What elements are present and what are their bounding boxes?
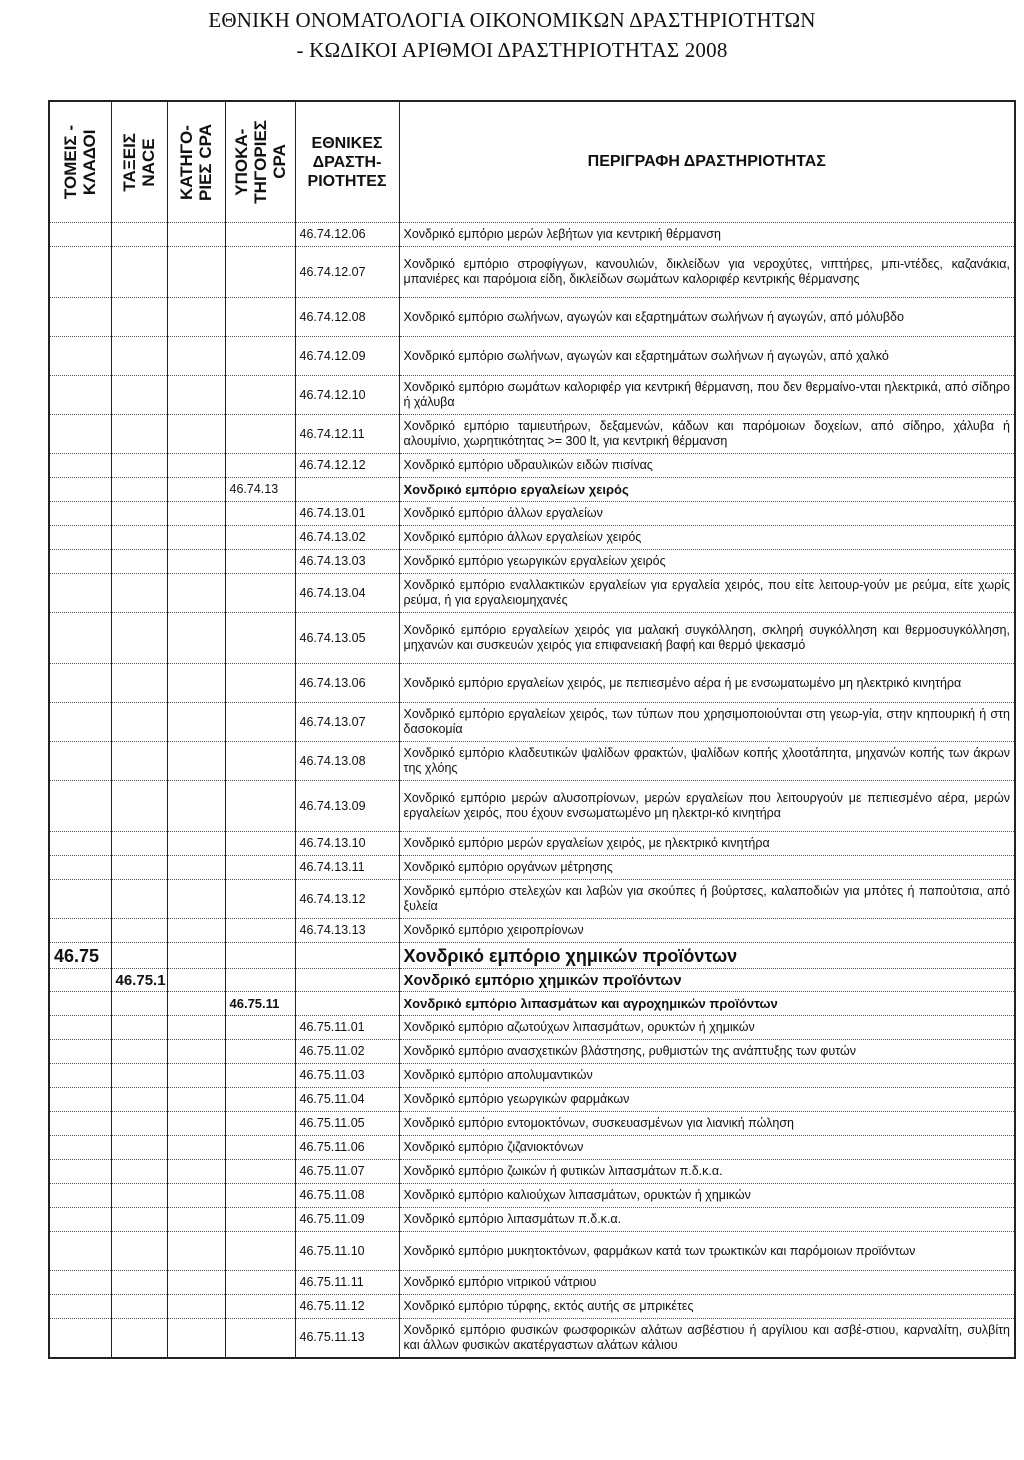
cell-category bbox=[167, 1232, 225, 1271]
table-row bbox=[49, 298, 1015, 337]
cell-category bbox=[167, 1016, 225, 1040]
cell-sector bbox=[49, 1136, 111, 1160]
cell-description: Χονδρικό εμπόριο ανασχετικών βλάστησης, ρυθμιστών της ανάπτυξης των φυτών bbox=[399, 1040, 1015, 1064]
cell-sector bbox=[49, 574, 111, 613]
cell-subcategory bbox=[225, 703, 295, 742]
cell-nace bbox=[111, 298, 167, 337]
cell-category bbox=[167, 1295, 225, 1319]
cell-sector bbox=[49, 1232, 111, 1271]
cell-category bbox=[167, 415, 225, 454]
cell-sector bbox=[49, 478, 111, 502]
table-row bbox=[49, 992, 1015, 1016]
cell-nace bbox=[111, 880, 167, 919]
cell-category bbox=[167, 526, 225, 550]
cell-subcategory: 46.74.13 bbox=[225, 478, 295, 502]
cell-nace bbox=[111, 1271, 167, 1295]
cell-subcategory bbox=[225, 376, 295, 415]
cell-nace: 46.75.1 bbox=[111, 969, 167, 992]
cell-category bbox=[167, 502, 225, 526]
cell-description: Χονδρικό εμπόριο χημικών προϊόντων bbox=[399, 969, 1015, 992]
cell-sector bbox=[49, 781, 111, 832]
cell-sector bbox=[49, 454, 111, 478]
cell-national-code: 46.74.13.11 bbox=[295, 856, 399, 880]
table-row bbox=[49, 550, 1015, 574]
cell-description: Χονδρικό εμπόριο σωλήνων, αγωγών και εξαρτημάτων σωλήνων ή αγωγών, από μόλυβδο bbox=[399, 298, 1015, 337]
cell-nace bbox=[111, 502, 167, 526]
table-row bbox=[49, 502, 1015, 526]
cell-description: Χονδρικό εμπόριο εργαλείων χειρός για μαλακή συγκόλληση, σκληρή συγκόλληση και θερμοσυγκόλληση, μηχανών και συσκευών χειρός για επιφανειακή βαφή και θερμό ψεκασμό bbox=[399, 613, 1015, 664]
cell-nace bbox=[111, 247, 167, 298]
column-header-classes bbox=[111, 101, 167, 223]
cell-nace bbox=[111, 1295, 167, 1319]
cell-nace bbox=[111, 1016, 167, 1040]
table-body bbox=[49, 223, 1015, 1358]
cell-category bbox=[167, 550, 225, 574]
cell-nace bbox=[111, 1232, 167, 1271]
table-row bbox=[49, 1016, 1015, 1040]
cell-national-code: 46.75.11.06 bbox=[295, 1136, 399, 1160]
column-header-description: ΠΕΡΙΓΡΑΦΗ ΔΡΑΣΤΗΡΙΟΤΗΤΑΣ bbox=[399, 101, 1015, 223]
cell-category bbox=[167, 1160, 225, 1184]
cell-description: Χονδρικό εμπόριο τύρφης, εκτός αυτής σε μπρικέτες bbox=[399, 1295, 1015, 1319]
cell-national-code: 46.74.12.10 bbox=[295, 376, 399, 415]
cell-national-code: 46.75.11.08 bbox=[295, 1184, 399, 1208]
cell-sector bbox=[49, 703, 111, 742]
cell-category bbox=[167, 664, 225, 703]
cell-description: Χονδρικό εμπόριο νιτρικού νάτριου bbox=[399, 1271, 1015, 1295]
table-row bbox=[49, 1064, 1015, 1088]
cell-subcategory bbox=[225, 1208, 295, 1232]
cell-nace bbox=[111, 1160, 167, 1184]
cell-category bbox=[167, 478, 225, 502]
cell-description: Χονδρικό εμπόριο χημικών προϊόντων bbox=[399, 943, 1015, 969]
table-row bbox=[49, 1184, 1015, 1208]
cell-description: Χονδρικό εμπόριο εργαλείων χειρός, με πεπιεσμένο αέρα ή με ενσωματωμένο μη ηλεκτρικό κινητήρα bbox=[399, 664, 1015, 703]
table-row bbox=[49, 613, 1015, 664]
cell-category bbox=[167, 223, 225, 247]
cell-nace bbox=[111, 223, 167, 247]
cell-sector bbox=[49, 502, 111, 526]
cell-category bbox=[167, 969, 225, 992]
cell-nace bbox=[111, 1136, 167, 1160]
cell-subcategory bbox=[225, 337, 295, 376]
cell-subcategory bbox=[225, 454, 295, 478]
cell-nace bbox=[111, 415, 167, 454]
cell-national-code: 46.75.11.11 bbox=[295, 1271, 399, 1295]
cell-category bbox=[167, 1112, 225, 1136]
cell-national-code: 46.74.12.07 bbox=[295, 247, 399, 298]
cell-sector bbox=[49, 1112, 111, 1136]
cell-category bbox=[167, 856, 225, 880]
cell-sector bbox=[49, 1064, 111, 1088]
table-row bbox=[49, 415, 1015, 454]
cell-nace bbox=[111, 943, 167, 969]
cell-category bbox=[167, 376, 225, 415]
cell-description: Χονδρικό εμπόριο μερών λεβήτων για κεντρική θέρμανση bbox=[399, 223, 1015, 247]
cell-sector bbox=[49, 1271, 111, 1295]
cell-nace bbox=[111, 832, 167, 856]
column-header-subcategories-label: ΥΠΟΚΑ- ΤΗΓΟΡΙΕΣ CPA bbox=[231, 120, 289, 204]
cell-national-code: 46.74.13.12 bbox=[295, 880, 399, 919]
cell-sector bbox=[49, 613, 111, 664]
cell-nace bbox=[111, 1208, 167, 1232]
cell-subcategory bbox=[225, 1088, 295, 1112]
cell-category bbox=[167, 454, 225, 478]
cell-sector bbox=[49, 337, 111, 376]
document-title-line-1: ΕΘΝΙΚΗ ΟΝΟΜΑΤΟΛΟΓΙΑ ΟΙΚΟΝΟΜΙΚΩΝ ΔΡΑΣΤΗΡΙΟΤΗΤΩΝ bbox=[208, 8, 816, 32]
cell-sector bbox=[49, 247, 111, 298]
cell-national-code: 46.75.11.10 bbox=[295, 1232, 399, 1271]
table-row bbox=[49, 574, 1015, 613]
column-header-categories-label: ΚΑΤΗΓΟ- ΡΙΕΣ CPA bbox=[177, 123, 215, 201]
cell-nace bbox=[111, 919, 167, 943]
cell-subcategory bbox=[225, 415, 295, 454]
cell-category bbox=[167, 703, 225, 742]
cell-national-code: 46.74.13.08 bbox=[295, 742, 399, 781]
cell-subcategory bbox=[225, 223, 295, 247]
cell-category bbox=[167, 1088, 225, 1112]
cell-sector bbox=[49, 832, 111, 856]
cell-category bbox=[167, 613, 225, 664]
cell-category bbox=[167, 574, 225, 613]
cell-nace bbox=[111, 1088, 167, 1112]
cell-sector bbox=[49, 550, 111, 574]
table-row bbox=[49, 478, 1015, 502]
cell-sector bbox=[49, 1319, 111, 1358]
cell-sector bbox=[49, 1088, 111, 1112]
cell-description: Χονδρικό εμπόριο μερών αλυσοπρίονων, μερών εργαλείων που λειτουργούν με πεπιεσμένο αέρα, μερών εργαλείων χειρός, που έχουν ενσωματωμένο μη ηλεκτρι-κό κινητήρα bbox=[399, 781, 1015, 832]
cell-national-code: 46.74.13.02 bbox=[295, 526, 399, 550]
cell-category bbox=[167, 1208, 225, 1232]
table-row bbox=[49, 376, 1015, 415]
table-row bbox=[49, 337, 1015, 376]
cell-subcategory bbox=[225, 526, 295, 550]
cell-subcategory bbox=[225, 1160, 295, 1184]
cell-category bbox=[167, 1040, 225, 1064]
cell-description: Χονδρικό εμπόριο γεωργικών φαρμάκων bbox=[399, 1088, 1015, 1112]
cell-national-code: 46.75.11.13 bbox=[295, 1319, 399, 1358]
cell-nace bbox=[111, 1112, 167, 1136]
cell-subcategory bbox=[225, 1112, 295, 1136]
cell-nace bbox=[111, 1184, 167, 1208]
cell-description: Χονδρικό εμπόριο άλλων εργαλείων χειρός bbox=[399, 526, 1015, 550]
cell-subcategory bbox=[225, 1136, 295, 1160]
cell-sector bbox=[49, 415, 111, 454]
cell-subcategory bbox=[225, 298, 295, 337]
cell-description: Χονδρικό εμπόριο στροφίγγων, κανουλιών, δικλείδων για νεροχύτες, νιπτήρες, μπι-ντέδες, καζανάκια, μπανιέρες και παρόμοια είδη, δικλείδων σωμάτων καλοριφέρ κεντρικής θέρμανσης bbox=[399, 247, 1015, 298]
cell-nace bbox=[111, 664, 167, 703]
cell-subcategory bbox=[225, 1016, 295, 1040]
cell-sector bbox=[49, 1295, 111, 1319]
cell-description: Χονδρικό εμπόριο εντομοκτόνων, συσκευασμένων για λιανική πώληση bbox=[399, 1112, 1015, 1136]
cell-category bbox=[167, 1184, 225, 1208]
cell-nace bbox=[111, 992, 167, 1016]
cell-national-code: 46.74.13.01 bbox=[295, 502, 399, 526]
cell-national-code: 46.74.13.03 bbox=[295, 550, 399, 574]
cell-national-code: 46.75.11.03 bbox=[295, 1064, 399, 1088]
cell-description: Χονδρικό εμπόριο άλλων εργαλείων bbox=[399, 502, 1015, 526]
cell-national-code: 46.74.13.05 bbox=[295, 613, 399, 664]
cell-description: Χονδρικό εμπόριο καλιούχων λιπασμάτων, ορυκτών ή χημικών bbox=[399, 1184, 1015, 1208]
column-header-classes-label: ΤΑΞΕΙΣ NACE bbox=[120, 132, 158, 192]
cell-sector bbox=[49, 1040, 111, 1064]
table-row bbox=[49, 1040, 1015, 1064]
cell-sector bbox=[49, 526, 111, 550]
cell-description: Χονδρικό εμπόριο γεωργικών εργαλείων χειρός bbox=[399, 550, 1015, 574]
cell-national-code: 46.74.12.08 bbox=[295, 298, 399, 337]
cell-national-code: 46.74.13.09 bbox=[295, 781, 399, 832]
cell-sector bbox=[49, 880, 111, 919]
cell-nace bbox=[111, 376, 167, 415]
table-row bbox=[49, 832, 1015, 856]
cell-sector bbox=[49, 664, 111, 703]
cell-subcategory bbox=[225, 742, 295, 781]
cell-national-code bbox=[295, 943, 399, 969]
cell-nace bbox=[111, 337, 167, 376]
cell-national-code: 46.75.11.05 bbox=[295, 1112, 399, 1136]
cell-category bbox=[167, 919, 225, 943]
cell-sector bbox=[49, 298, 111, 337]
cell-nace bbox=[111, 1319, 167, 1358]
cell-category bbox=[167, 781, 225, 832]
cell-subcategory bbox=[225, 969, 295, 992]
cell-description: Χονδρικό εμπόριο λιπασμάτων και αγροχημικών προϊόντων bbox=[399, 992, 1015, 1016]
cell-category bbox=[167, 1319, 225, 1358]
document-title-line-2: - ΚΩΔΙΚΟΙ ΑΡΙΘΜΟΙ ΔΡΑΣΤΗΡΙΟΤΗΤΑΣ 2008 bbox=[296, 38, 728, 62]
cell-sector bbox=[49, 1160, 111, 1184]
table-row bbox=[49, 1319, 1015, 1358]
table-row bbox=[49, 1136, 1015, 1160]
table-row bbox=[49, 742, 1015, 781]
cell-subcategory bbox=[225, 919, 295, 943]
column-header-sectors bbox=[49, 101, 111, 223]
cell-category bbox=[167, 943, 225, 969]
cell-subcategory bbox=[225, 1064, 295, 1088]
cell-subcategory bbox=[225, 1271, 295, 1295]
cell-description: Χονδρικό εμπόριο ζιζανιοκτόνων bbox=[399, 1136, 1015, 1160]
table-row bbox=[49, 1208, 1015, 1232]
cell-nace bbox=[111, 526, 167, 550]
cell-subcategory bbox=[225, 613, 295, 664]
cell-description: Χονδρικό εμπόριο χειροπρίονων bbox=[399, 919, 1015, 943]
cell-subcategory bbox=[225, 1319, 295, 1358]
cell-national-code: 46.75.11.07 bbox=[295, 1160, 399, 1184]
cell-national-code bbox=[295, 992, 399, 1016]
cell-category bbox=[167, 1271, 225, 1295]
cell-national-code: 46.75.11.01 bbox=[295, 1016, 399, 1040]
cell-category bbox=[167, 1136, 225, 1160]
table-row bbox=[49, 247, 1015, 298]
cell-national-code: 46.74.12.11 bbox=[295, 415, 399, 454]
cell-sector bbox=[49, 376, 111, 415]
cell-description: Χονδρικό εμπόριο αζωτούχων λιπασμάτων, ορυκτών ή χημικών bbox=[399, 1016, 1015, 1040]
cell-description: Χονδρικό εμπόριο υδραυλικών ειδών πισίνας bbox=[399, 454, 1015, 478]
cell-subcategory bbox=[225, 502, 295, 526]
table-row bbox=[49, 1160, 1015, 1184]
cell-nace bbox=[111, 703, 167, 742]
cell-sector bbox=[49, 223, 111, 247]
cell-subcategory bbox=[225, 880, 295, 919]
cell-national-code bbox=[295, 969, 399, 992]
cell-category bbox=[167, 337, 225, 376]
cell-subcategory bbox=[225, 550, 295, 574]
cell-description: Χονδρικό εμπόριο μερών εργαλείων χειρός, με ηλεκτρικό κινητήρα bbox=[399, 832, 1015, 856]
cell-national-code: 46.75.11.12 bbox=[295, 1295, 399, 1319]
cell-description: Χονδρικό εμπόριο απολυμαντικών bbox=[399, 1064, 1015, 1088]
cell-subcategory bbox=[225, 574, 295, 613]
cell-sector bbox=[49, 742, 111, 781]
cell-subcategory bbox=[225, 247, 295, 298]
table-row bbox=[49, 1088, 1015, 1112]
cell-national-code: 46.75.11.09 bbox=[295, 1208, 399, 1232]
table-row bbox=[49, 454, 1015, 478]
table-row bbox=[49, 1295, 1015, 1319]
table-row bbox=[49, 1271, 1015, 1295]
cell-subcategory bbox=[225, 1040, 295, 1064]
cell-description: Χονδρικό εμπόριο μυκητοκτόνων, φαρμάκων κατά των τρωκτικών και παρόμοιων προϊόντων bbox=[399, 1232, 1015, 1271]
column-header-subcategories bbox=[225, 101, 295, 223]
cell-description: Χονδρικό εμπόριο ζωικών ή φυτικών λιπασμάτων π.δ.κ.α. bbox=[399, 1160, 1015, 1184]
cell-national-code: 46.74.13.04 bbox=[295, 574, 399, 613]
cell-nace bbox=[111, 1040, 167, 1064]
cell-national-code: 46.74.12.09 bbox=[295, 337, 399, 376]
cell-sector bbox=[49, 856, 111, 880]
cell-subcategory bbox=[225, 781, 295, 832]
cell-description: Χονδρικό εμπόριο εργαλείων χειρός bbox=[399, 478, 1015, 502]
table-row bbox=[49, 919, 1015, 943]
cell-sector bbox=[49, 969, 111, 992]
table-row bbox=[49, 1232, 1015, 1271]
column-header-sectors-label: ΤΟΜΕΙΣ - ΚΛΑΔΟΙ bbox=[61, 124, 100, 200]
cell-sector bbox=[49, 1208, 111, 1232]
cell-description: Χονδρικό εμπόριο σωλήνων, αγωγών και εξαρτημάτων σωλήνων ή αγωγών, από χαλκό bbox=[399, 337, 1015, 376]
cell-subcategory bbox=[225, 1184, 295, 1208]
table-row bbox=[49, 880, 1015, 919]
cell-subcategory bbox=[225, 856, 295, 880]
table-row bbox=[49, 781, 1015, 832]
cell-subcategory: 46.75.11 bbox=[225, 992, 295, 1016]
cell-nace bbox=[111, 742, 167, 781]
cell-nace bbox=[111, 856, 167, 880]
column-header-national: ΕΘΝΙΚΕΣ ΔΡΑΣΤΗ- ΡΙΟΤΗΤΕΣ bbox=[295, 101, 399, 223]
cell-national-code: 46.74.12.06 bbox=[295, 223, 399, 247]
cell-national-code: 46.74.13.13 bbox=[295, 919, 399, 943]
cell-description: Χονδρικό εμπόριο οργάνων μέτρησης bbox=[399, 856, 1015, 880]
cell-description: Χονδρικό εμπόριο εργαλείων χειρός, των τύπων που χρησιμοποιούνται στη γεωρ-γία, στην κηπουρική ή στη δασοκομία bbox=[399, 703, 1015, 742]
table-header-row bbox=[49, 101, 1015, 223]
cell-nace bbox=[111, 781, 167, 832]
cell-category bbox=[167, 992, 225, 1016]
cell-category bbox=[167, 880, 225, 919]
cell-sector: 46.75 bbox=[49, 943, 111, 969]
cell-description: Χονδρικό εμπόριο εναλλακτικών εργαλείων για εργαλεία χειρός, που είτε λειτουρ-γούν με ρεύμα, είτε χωρίς ρεύμα, ή για εργαλειομηχανές bbox=[399, 574, 1015, 613]
cell-description: Χονδρικό εμπόριο στελεχών και λαβών για σκούπες ή βούρτσες, καλαποδιών για μπότες ή παπούτσια, από ξυλεία bbox=[399, 880, 1015, 919]
table-row bbox=[49, 664, 1015, 703]
cell-subcategory bbox=[225, 832, 295, 856]
table-row bbox=[49, 943, 1015, 969]
cell-national-code bbox=[295, 478, 399, 502]
cell-subcategory bbox=[225, 664, 295, 703]
cell-nace bbox=[111, 1064, 167, 1088]
cell-national-code: 46.75.11.02 bbox=[295, 1040, 399, 1064]
cell-national-code: 46.74.12.12 bbox=[295, 454, 399, 478]
cell-national-code: 46.74.13.07 bbox=[295, 703, 399, 742]
cell-description: Χονδρικό εμπόριο ταμιευτήρων, δεξαμενών, κάδων και παρόμοιων δοχείων, από σίδηρο, χάλυβα ή αλουμίνιο, χωρητικότητας >= 300 lt, για κεντρική θέρμανση bbox=[399, 415, 1015, 454]
table-row bbox=[49, 223, 1015, 247]
cell-national-code: 46.74.13.06 bbox=[295, 664, 399, 703]
cell-sector bbox=[49, 1184, 111, 1208]
table-row bbox=[49, 526, 1015, 550]
cell-sector bbox=[49, 992, 111, 1016]
cell-subcategory bbox=[225, 1295, 295, 1319]
column-header-categories bbox=[167, 101, 225, 223]
cell-subcategory bbox=[225, 1232, 295, 1271]
table-row bbox=[49, 703, 1015, 742]
cell-category bbox=[167, 832, 225, 856]
cell-category bbox=[167, 298, 225, 337]
table-row bbox=[49, 969, 1015, 992]
cell-description: Χονδρικό εμπόριο φυσικών φωσφορικών αλάτων ασβέστιου ή αργίλιου και ασβέ-στιου, καρναλίτη, συλβίτη και άλλων φυσικών ακατέργαστων αλάτων κάλιου bbox=[399, 1319, 1015, 1358]
table-row bbox=[49, 856, 1015, 880]
cell-nace bbox=[111, 550, 167, 574]
cell-category bbox=[167, 742, 225, 781]
cell-national-code: 46.74.13.10 bbox=[295, 832, 399, 856]
cell-nace bbox=[111, 613, 167, 664]
cell-description: Χονδρικό εμπόριο κλαδευτικών ψαλίδων φρακτών, ψαλίδων κοπής χλοοτάπητα, μηχανών κοπής των άκρων της χλόης bbox=[399, 742, 1015, 781]
cell-subcategory bbox=[225, 943, 295, 969]
cell-nace bbox=[111, 478, 167, 502]
cell-nace bbox=[111, 454, 167, 478]
cell-sector bbox=[49, 1016, 111, 1040]
cell-category bbox=[167, 247, 225, 298]
cell-description: Χονδρικό εμπόριο σωμάτων καλοριφέρ για κεντρική θέρμανση, που δεν θερμαίνο-νται ηλεκτρικά, από σίδηρο ή χάλυβα bbox=[399, 376, 1015, 415]
cell-sector bbox=[49, 919, 111, 943]
cell-nace bbox=[111, 574, 167, 613]
activity-codes-table bbox=[48, 100, 1016, 1359]
cell-description: Χονδρικό εμπόριο λιπασμάτων π.δ.κ.α. bbox=[399, 1208, 1015, 1232]
cell-national-code: 46.75.11.04 bbox=[295, 1088, 399, 1112]
cell-category bbox=[167, 1064, 225, 1088]
table-row bbox=[49, 1112, 1015, 1136]
